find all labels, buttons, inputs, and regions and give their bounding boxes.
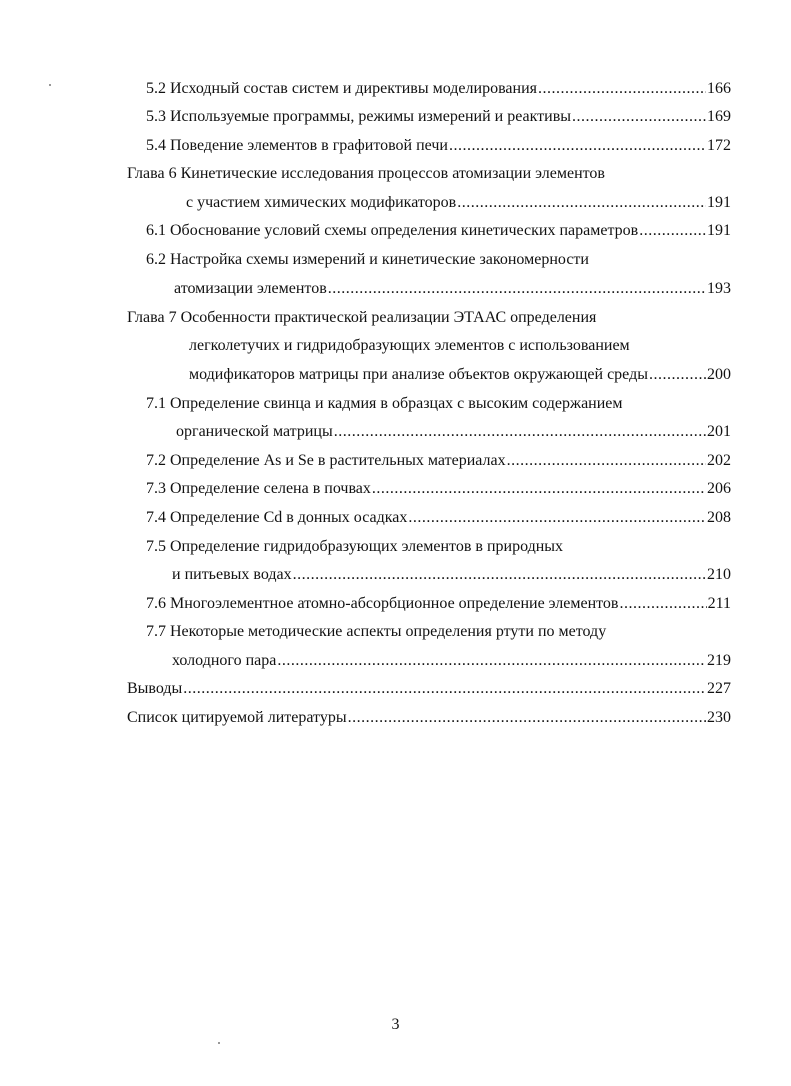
toc-entry-chapter-7[interactable] [189, 364, 731, 386]
toc-entry-title: 5.2 Исходный состав систем и директивы моделирования [146, 80, 537, 97]
toc-chapter-6-title[interactable]: Глава 6 Кинетические исследования процессов атомизации элементов [127, 165, 605, 182]
toc-entry-6-2-title[interactable]: 6.2 Настройка схемы измерений и кинетические закономерности [146, 251, 589, 268]
toc-entry-title: 7.4 Определение Cd в донных осадках [146, 509, 408, 526]
dot-leader [619, 593, 706, 615]
toc-entry-page: 208 [707, 509, 731, 526]
toc-entry-title: и питьевых водах [172, 566, 292, 583]
toc-entry-page: 211 [707, 595, 731, 612]
toc-entry-7-4[interactable] [146, 507, 731, 529]
toc-entry-page: 219 [707, 652, 731, 669]
toc-entry-page: 166 [707, 80, 731, 97]
page-number: 3 [391, 1016, 400, 1033]
toc-entry-title: Список цитируемой литературы [127, 709, 347, 726]
toc-entry-5-2[interactable] [146, 78, 731, 100]
toc-entry-page: 201 [707, 423, 731, 440]
toc-entry-page: 191 [707, 194, 731, 211]
dot-leader [348, 707, 706, 729]
toc-entry-7-3[interactable] [146, 478, 731, 500]
toc-entry-title: с участием химических модификаторов [186, 194, 457, 211]
toc-entry-title: 5.3 Используемые программы, режимы измерений и реактивы [146, 108, 572, 125]
dot-leader [408, 507, 706, 529]
toc-entry-title: 7.3 Определение селена в почвах [146, 480, 371, 497]
dot-leader [457, 192, 706, 214]
toc-entry-6-2[interactable] [174, 278, 731, 300]
toc-entry-5-4[interactable] [146, 135, 731, 157]
scan-speck [49, 84, 51, 86]
dot-leader [449, 135, 706, 157]
toc-entry-7-6[interactable] [146, 593, 731, 615]
toc-entry-7-5-title[interactable]: 7.5 Определение гидридобразующих элементов в природных [146, 538, 564, 555]
toc-entry-7-7-title[interactable]: 7.7 Некоторые методические аспекты определения ртути по методу [146, 623, 607, 640]
toc-entry-page: 169 [707, 108, 731, 125]
toc-entry-page: 191 [707, 222, 731, 239]
toc-entry-7-5[interactable] [172, 564, 731, 586]
toc-entry-title: органической матрицы [176, 423, 333, 440]
toc-entry-title: 6.1 Обоснование условий схемы определения кинетических параметров [146, 222, 639, 239]
toc-entry-title: 7.2 Определение As и Se в растительных материалах [146, 452, 506, 469]
dot-leader [334, 421, 706, 443]
toc-entry-7-1-title[interactable]: 7.1 Определение свинца и кадмия в образцах с высоким содержанием [146, 395, 623, 412]
toc-entry-page: 193 [707, 280, 731, 297]
toc-chapter-7-title-cont[interactable]: легколетучих и гидридобразующих элементов с использованием [189, 337, 630, 354]
dot-leader [572, 106, 706, 128]
toc-entry-title: Выводы [127, 680, 183, 697]
toc-entry-7-2[interactable] [146, 450, 731, 472]
dot-leader [277, 650, 706, 672]
toc-entry-references[interactable] [127, 707, 731, 729]
toc-entry-title: холодного пара [172, 652, 277, 669]
toc-entry-page: 230 [707, 709, 731, 726]
toc-entry-page: 210 [707, 566, 731, 583]
toc-entry-chapter-6[interactable] [186, 192, 731, 214]
toc-entry-page: 172 [707, 137, 731, 154]
toc-entry-page: 206 [707, 480, 731, 497]
toc-entry-6-1[interactable] [146, 220, 731, 242]
dot-leader [328, 278, 706, 300]
dot-leader [372, 478, 706, 500]
toc-entry-conclusions[interactable] [127, 678, 731, 700]
toc-entry-title: атомизации элементов [174, 280, 327, 297]
dot-leader [507, 450, 706, 472]
dot-leader [293, 564, 706, 586]
scan-speck [218, 1042, 220, 1044]
toc-entry-page: 200 [707, 366, 731, 383]
toc-entry-7-7[interactable] [172, 650, 731, 672]
toc-entry-7-1[interactable] [176, 421, 731, 443]
toc-entry-title: 7.6 Многоэлементное атомно-абсорбционное определение элементов [146, 595, 619, 612]
toc-chapter-7-title[interactable]: Глава 7 Особенности практической реализации ЭТААС определения [127, 309, 597, 326]
dot-leader [538, 78, 706, 100]
toc-entry-title: 5.4 Поведение элементов в графитовой печи [146, 137, 448, 154]
dot-leader [183, 678, 706, 700]
toc-entry-5-3[interactable] [146, 106, 731, 128]
toc-entry-title: модификаторов матрицы при анализе объектов окружающей среды [189, 366, 648, 383]
dot-leader [639, 220, 706, 242]
toc-entry-page: 227 [707, 680, 731, 697]
dot-leader [649, 364, 706, 386]
toc-entry-page: 202 [707, 452, 731, 469]
